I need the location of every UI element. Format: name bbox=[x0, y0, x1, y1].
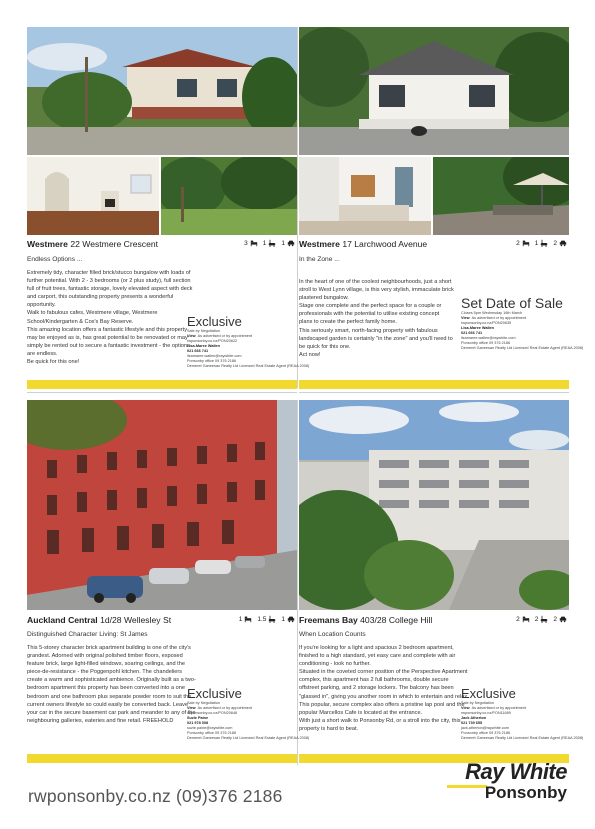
sale-detail-text: lisamaree.wallen@raywhite.com bbox=[461, 336, 516, 340]
street-address: 1d/28 Wellesley St bbox=[100, 615, 172, 625]
description-paragraph: Extremely tidy, character filled brick/stucco bungalow with loads of further potential. With 2 - 3 bedrooms (or 2 plus study), full section full of fruit trees, fantastic storage, lovely elevated aspect with deck and carport, this outstanding property presents a wonderful opportunity. bbox=[27, 270, 193, 309]
sale-details bbox=[187, 686, 310, 741]
car-count: 2 bbox=[553, 615, 557, 623]
listing-description bbox=[27, 269, 197, 366]
description-paragraph: Situated in the coveted corner position of the Perspective Apartment complex, this apartment has 2 full bathrooms, double secure offstreet parking, and 2 storage lockers. The balcony has been "glassed in", giving you another room in which to entertain and relax. This popular, secure complex also offers a pristine lap pool and the popular Marcellos Cafe is located at the entrance. bbox=[299, 669, 469, 716]
sale-detail-text: Demeret Ganeesan Realty Ltd Licensed Real Estate Agent (REAA 2008) bbox=[187, 736, 310, 740]
sale-method-title: Exclusive bbox=[187, 686, 242, 701]
logo-brand: Ray White bbox=[465, 759, 567, 784]
listing-heading bbox=[299, 615, 569, 629]
house-front-photo bbox=[27, 27, 297, 155]
listing-heading bbox=[299, 239, 569, 253]
sale-detail-text: Ponsonby office 09 376 2186 bbox=[187, 731, 237, 735]
listing-tagline: Distinguished Character Living: St James bbox=[27, 631, 148, 638]
sale-detail-line bbox=[461, 736, 584, 741]
sale-detail-text: lisamaree.wallen@raywhite.com bbox=[187, 354, 242, 358]
street-address: 22 Westmere Crescent bbox=[70, 239, 159, 249]
sale-detail-label: Lisa-Maree Wallen bbox=[187, 344, 220, 348]
sale-detail-text: Ponsonby office 09 376 2186 bbox=[461, 341, 511, 345]
listing-description bbox=[27, 644, 197, 725]
sale-detail-text: rwponsonby.co.nz/PON20646 bbox=[187, 711, 238, 715]
sale-detail-text: jack.atherton@raywhite.com bbox=[461, 726, 509, 730]
sale-detail-text: As advertised or by appointment bbox=[197, 334, 253, 338]
listing-tagline: In the Zone ... bbox=[299, 256, 340, 263]
bath-count: 1 bbox=[262, 239, 267, 247]
description-paragraph: Act now! bbox=[299, 351, 321, 358]
bed-icon bbox=[244, 615, 252, 623]
bed-count: 1 bbox=[238, 615, 243, 623]
listing-larchwood-avenue[interactable] bbox=[299, 27, 584, 389]
car-icon bbox=[559, 239, 567, 247]
sale-detail-text: As advertised or by appointment bbox=[471, 316, 527, 320]
description-paragraph: This seriously smart, north-facing property with fabulous landscaped garden is certainly "in the zone" and you'll need to be quick for this one. bbox=[299, 327, 453, 350]
listing-tagline: When Location Counts bbox=[299, 631, 366, 638]
suburb-name: Westmere bbox=[299, 239, 340, 249]
building-photo bbox=[27, 400, 297, 610]
bed-icon bbox=[250, 239, 258, 247]
footer-contact[interactable]: rwponsonby.co.nz (09)376 2186 bbox=[28, 786, 283, 806]
feature-icons bbox=[239, 615, 295, 623]
sale-detail-label: View bbox=[461, 706, 470, 710]
sale-detail-line bbox=[187, 736, 310, 741]
sale-details bbox=[461, 686, 584, 741]
bed-count: 2 bbox=[516, 239, 520, 247]
sale-detail-label: View bbox=[187, 706, 196, 710]
sale-detail-text: Sale by Negotiation bbox=[187, 329, 220, 333]
bath-icon bbox=[540, 615, 548, 623]
car-count: 2 bbox=[553, 239, 557, 247]
bath-count: 1.5 bbox=[257, 615, 267, 623]
sale-detail-text: Demeret Ganeesan Realty Ltd Licensed Real Estate Agent (REAA 2008) bbox=[187, 364, 310, 368]
accent-bar bbox=[299, 380, 569, 389]
feature-icons bbox=[516, 615, 567, 623]
sale-detail-label: 021 666 741 bbox=[187, 349, 209, 353]
suburb-name: Freemans Bay bbox=[299, 615, 358, 625]
description-paragraph: With just a short walk to Ponsonby Rd, or a stroll into the city, this property is hard to beat. bbox=[299, 717, 461, 732]
accent-bar bbox=[27, 380, 297, 389]
description-paragraph: If you're looking for a light and spacious 2 bedroom apartment, finished to a high standard, yet easy care and complete with air conditioning - look no further. bbox=[299, 645, 456, 668]
car-icon bbox=[287, 615, 295, 623]
apartment-complex-photo bbox=[299, 400, 569, 610]
bed-icon bbox=[522, 615, 530, 623]
car-count: 1 bbox=[281, 239, 285, 247]
description-paragraph: In the heart of one of the coolest neighbourhoods, just a short stroll to West Lynn village, is this very stylish, immaculate brick plastered bungalow. bbox=[299, 279, 454, 302]
listing-heading bbox=[27, 615, 297, 629]
deck-umbrella-photo bbox=[433, 157, 569, 235]
bath-icon bbox=[268, 239, 276, 247]
lounge-photo bbox=[299, 157, 431, 235]
sale-lines bbox=[461, 311, 584, 351]
sale-lines bbox=[187, 701, 310, 741]
row-divider-right bbox=[299, 392, 569, 393]
sale-method-title: Set Date of Sale bbox=[461, 295, 563, 311]
garden-deck-photo bbox=[161, 157, 297, 235]
sale-detail-text: rwponsonby.co.nz/PON20622 bbox=[187, 339, 238, 343]
description-paragraph: Stage one complete and the perfect space for a couple or professionals with the potential to utilise existing concept plans to create the perfect family home. bbox=[299, 303, 442, 326]
bath-icon bbox=[540, 239, 548, 247]
logo-accent-bar bbox=[447, 785, 487, 788]
sale-detail-text: Sale by Negotiation bbox=[187, 701, 220, 705]
sale-detail-text: As advertised or by appointment bbox=[197, 706, 253, 710]
car-icon bbox=[287, 239, 295, 247]
sale-detail-label: View bbox=[461, 316, 470, 320]
house-front-photo bbox=[299, 27, 569, 155]
sale-detail-text: As advertised or by appointment bbox=[471, 706, 527, 710]
bath-count: 1 bbox=[534, 239, 539, 247]
listing-heading bbox=[27, 239, 297, 253]
description-paragraph: This amazing location offers a fantastic lifestyle and this property may be enjoyed as is, has great potential to be renovated or may simply be rented out to secure a fantastic investment - the options are endless. bbox=[27, 326, 190, 357]
feature-icons bbox=[516, 239, 567, 247]
bath-count: 2 bbox=[534, 615, 539, 623]
bed-icon bbox=[522, 239, 530, 247]
street-address: 17 Larchwood Avenue bbox=[342, 239, 428, 249]
listing-college-hill[interactable] bbox=[299, 400, 584, 766]
sale-detail-text: Closes 5pm Wednesday 16th March bbox=[461, 311, 523, 315]
living-room-photo bbox=[27, 157, 159, 235]
accent-bar bbox=[27, 754, 297, 763]
listing-description bbox=[299, 278, 454, 359]
sale-detail-text: Demeret Ganeesan Realty Ltd Licensed Real Estate Agent (REAA 2008) bbox=[461, 346, 584, 350]
suburb-name: Westmere bbox=[27, 239, 68, 249]
sale-detail-label: Lisa-Maree Wallen bbox=[461, 326, 494, 330]
sale-detail-text: rwponsonby.co.nz/PON11689 bbox=[461, 711, 511, 715]
bath-icon bbox=[268, 615, 276, 623]
sale-detail-label: Suzie Paine bbox=[187, 716, 209, 720]
ray-white-logo bbox=[439, 759, 567, 805]
bed-count: 2 bbox=[516, 615, 520, 623]
sale-method-title: Exclusive bbox=[187, 314, 242, 329]
sale-method-title: Exclusive bbox=[461, 686, 516, 701]
sale-detail-text: rwponsonby.co.nz/PON20635 bbox=[461, 321, 512, 325]
bed-count: 3 bbox=[244, 239, 248, 247]
street-address: 403/28 College Hill bbox=[360, 615, 433, 625]
car-icon bbox=[559, 615, 567, 623]
sale-detail-line bbox=[461, 346, 584, 351]
suburb-name: Auckland Central bbox=[27, 615, 98, 625]
sale-detail-text: Sale by Negotiation bbox=[461, 701, 494, 705]
sale-detail-label: 021 739 655 bbox=[461, 721, 483, 725]
listing-description bbox=[299, 644, 469, 733]
sale-detail-line bbox=[187, 364, 310, 369]
sale-details bbox=[461, 295, 584, 351]
sale-detail-text: Ponsonby office 09 376 2186 bbox=[461, 731, 511, 735]
description-paragraph: Be quick for this one! bbox=[27, 359, 80, 366]
listing-tagline: Endless Options ... bbox=[27, 256, 83, 263]
description-paragraph: This 5-storey character brick apartment building is one of the city's grandest. Adorned with original polished timber floors, exposed feature brick, large light-filled windows, soaring ceilings, and the piece-de-resistance - the Poggenpohl kitchen. The chandeliers create a warm and sophisticated ambience. Originally built as a two-bedroom apartment this property has been converted into a one bedroom and one bathroom plus separate powder room to suit the current owners lifestyle so could easily be converted back. Leave your car in the secure basement car park and meander to any of the neighbouring galleries, eateries and fine retail. FREEHOLD bbox=[27, 645, 196, 724]
sale-detail-text: suzie.paine@raywhite.com bbox=[187, 726, 233, 730]
sale-lines bbox=[461, 701, 584, 741]
sale-detail-text: Demeret Ganeesan Realty Ltd Licensed Real Estate Agent (REAA 2008) bbox=[461, 736, 584, 740]
sale-detail-label: Jack Atherton bbox=[461, 716, 487, 720]
car-count: 1 bbox=[281, 615, 285, 623]
logo-office: Ponsonby bbox=[484, 783, 567, 802]
description-paragraph: Walk to fabulous cafes, Westmere village, Westmere School/Kindergarten & Cox's Bay Reserve. bbox=[27, 310, 158, 325]
listing-wellesley-st[interactable] bbox=[27, 400, 310, 766]
sale-detail-label: View bbox=[187, 334, 196, 338]
sale-detail-label: 021 978 008 bbox=[187, 721, 209, 725]
sale-detail-text: Ponsonby office 09 376 2186 bbox=[187, 359, 237, 363]
row-divider-left bbox=[27, 392, 297, 393]
feature-icons bbox=[244, 239, 295, 247]
sale-detail-label: 021 666 741 bbox=[461, 331, 483, 335]
